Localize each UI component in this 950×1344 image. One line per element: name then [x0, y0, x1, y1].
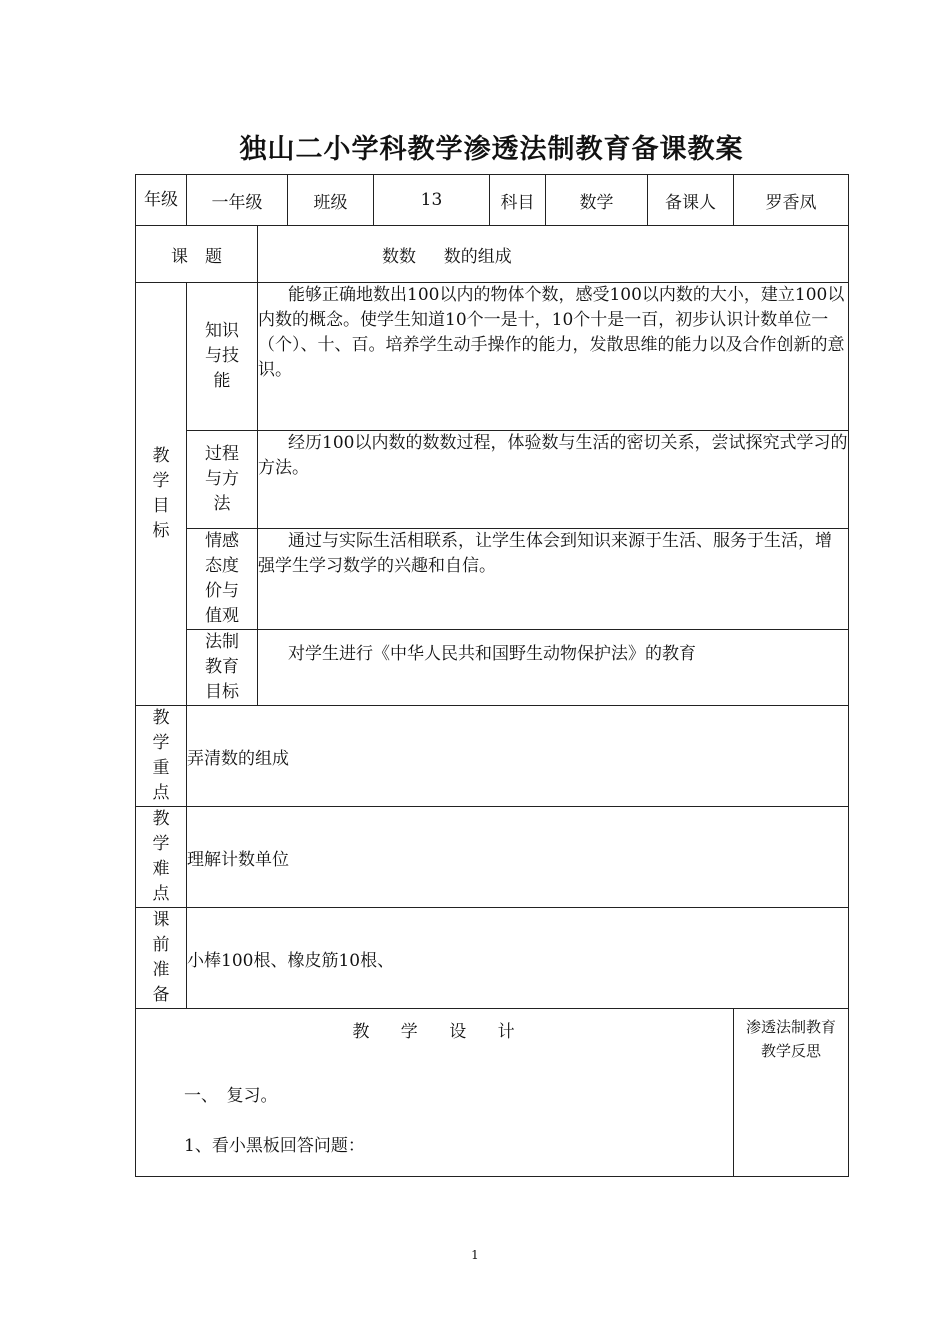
lesson-plan-table [135, 174, 849, 1177]
objective-row [136, 283, 849, 431]
objective-text-process: 经历100以内数的数数过程，体验数与生活的密切关系，尝试探究式学习的方法。 [258, 431, 849, 529]
page-title: 独山二小学科教学渗透法制教育备课教案 [239, 134, 744, 165]
class-label: 班级 [288, 175, 374, 226]
difficulties-value: 理解计数单位 [187, 807, 849, 908]
subject-value: 数学 [546, 175, 648, 226]
teaching-design-cell [136, 1009, 734, 1177]
reflection-label: 渗透法制教育教学反思 [734, 1009, 849, 1177]
objective-text-law: 对学生进行《中华人民共和国野生动物保护法》的教育 [258, 630, 849, 706]
key-points-label: 教学重点 [136, 706, 187, 807]
subject-label: 科目 [490, 175, 546, 226]
header-row [136, 175, 849, 226]
preparation-row [136, 908, 849, 1009]
objective-label-knowledge: 知识与技能 [187, 283, 258, 431]
objectives-label: 教学目标 [136, 283, 187, 706]
objective-label-attitude: 情感态度价与值观 [187, 529, 258, 630]
objective-text-knowledge: 能够正确地数出100以内的物体个数，感受100以内数的大小，建立100以内数的概念。使学生知道10个一是十，10个十是一百，初步认识计数单位一（个）、十、百。培养学生动手操作的能力，发散思维的能力以及合作创新的意识。 [258, 283, 849, 431]
difficulties-label: 教学难点 [136, 807, 187, 908]
difficulties-row [136, 807, 849, 908]
topic-row [136, 226, 849, 283]
topic-label: 课 题 [136, 226, 258, 283]
teaching-design-heading: 教 学 设 计 [352, 1022, 517, 1042]
objective-row [136, 431, 849, 529]
teacher-value: 罗香凤 [734, 175, 849, 226]
objective-row [136, 630, 849, 706]
teacher-label: 备课人 [648, 175, 734, 226]
key-points-row [136, 706, 849, 807]
topic-value: 数数 数的组成 [258, 226, 849, 283]
preparation-label: 课前准备 [136, 908, 187, 1009]
objective-text-attitude: 通过与实际生活相联系，让学生体会到知识来源于生活、服务于生活，增强学生学习数学的兴趣和自信。 [258, 529, 849, 630]
design-row [136, 1009, 849, 1177]
page-number: 1 [471, 1248, 479, 1262]
objective-label-law: 法制教育目标 [187, 630, 258, 706]
objective-label-process: 过程与方法 [187, 431, 258, 529]
key-points-value: 弄清数的组成 [187, 706, 849, 807]
class-value: 13 [374, 175, 490, 226]
grade-value: 一年级 [187, 175, 288, 226]
objective-row [136, 529, 849, 630]
question-instruction: 1、看小黑板回答问题： [184, 1136, 365, 1156]
review-heading: 一、 复习。 [184, 1086, 278, 1106]
preparation-value: 小棒100根、橡皮筋10根、 [187, 908, 849, 1009]
grade-label: 年级 [136, 175, 187, 226]
